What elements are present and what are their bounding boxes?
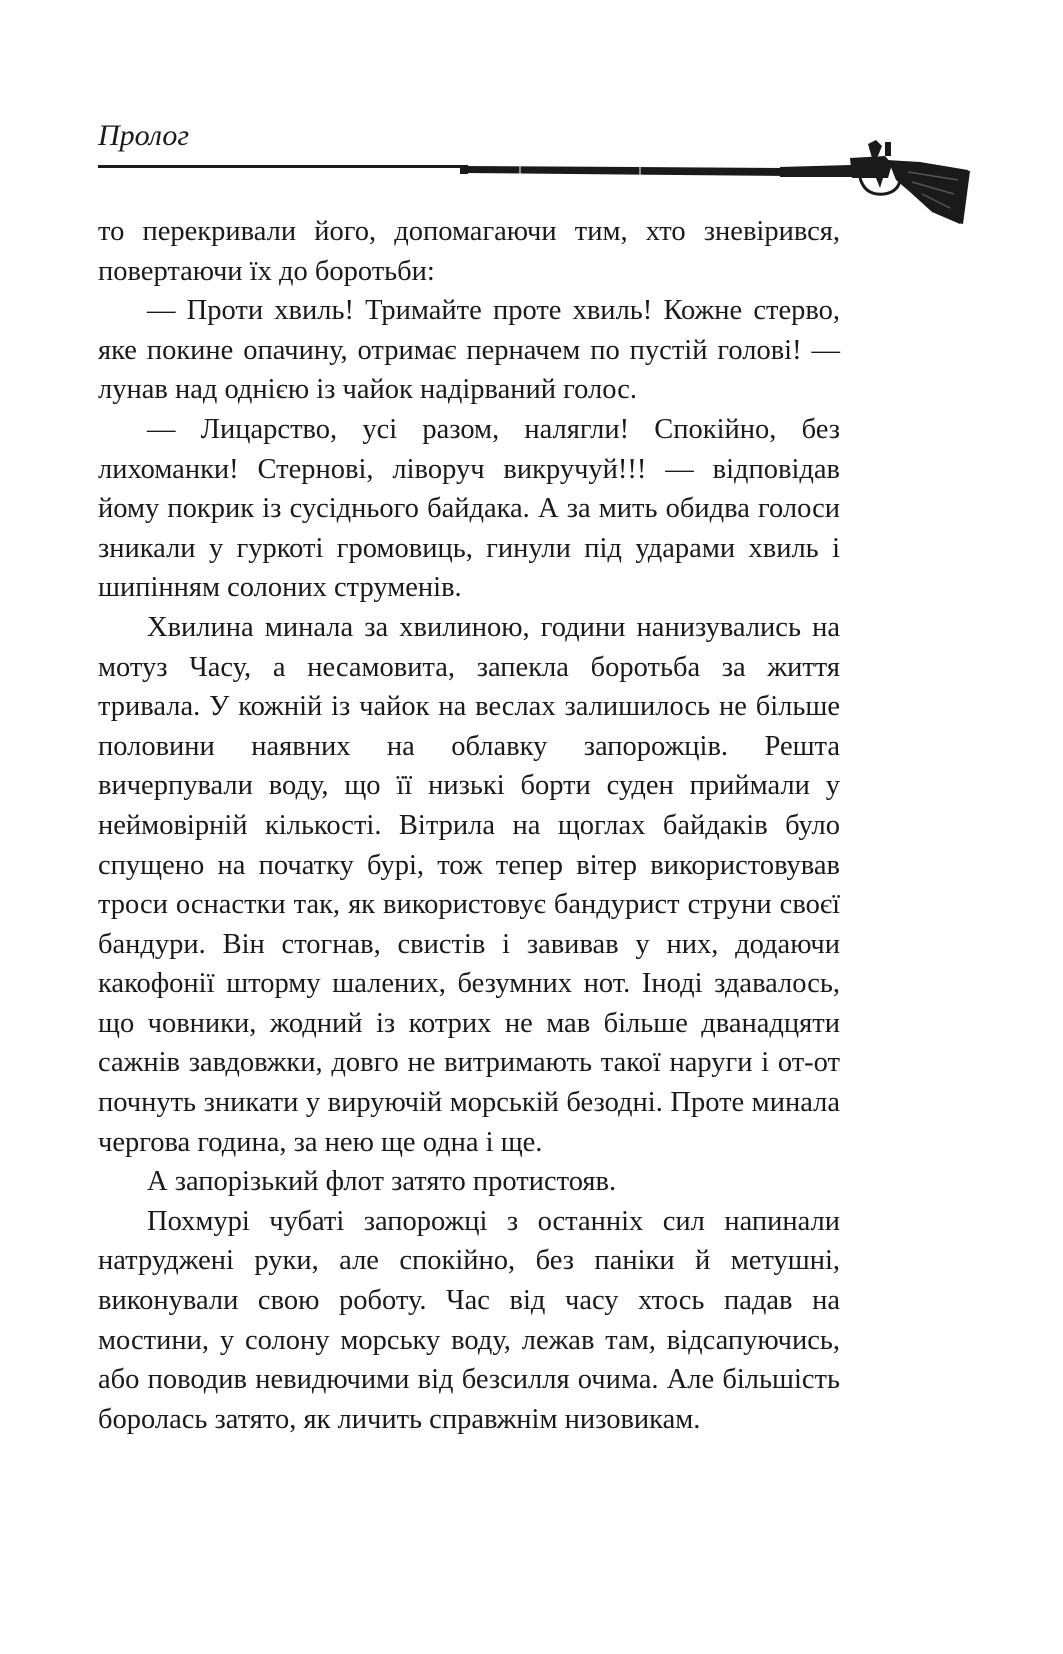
- header-rule: [98, 165, 464, 168]
- paragraph: — Проти хвиль! Тримайте проте хвиль! Кожне стерво, яке покине опачину, отримає перначем по пустій голові! — лунав над однією із чайок надірваний голос.: [98, 295, 840, 406]
- musket-icon: [460, 130, 970, 224]
- paragraph: Хвилина минала за хвилиною, години нанизувались на мотуз Часу, а несамовита, запекла боротьба за життя тривала. У кожній із чайок на веслах залишилось не більше половини наявних на облавку запорожців. Решта вичерпували воду, що її низькі борти суден приймали у неймовірній кількості. Вітрила на щоглах байдаків було спущено на початку бурі, тож тепер вітер використовував троси оснастки так, як використовує бандурист струни своєї бандури. Він стогнав, свистів і завивав у них, додаючи какофонії шторму шалених, безумних нот. Іноді здавалось, що човники, жодний із котрих не мав більше дванадцяти сажнів завдовжки, довго не витримають такої наруги і от-от почнуть зникати у вируючій морській безодні. Проте минала чергова година, за нею ще одна і ще.: [98, 611, 840, 1158]
- running-head-title: Пролог: [98, 119, 190, 152]
- paragraph: А запорізький флот затято протистояв.: [147, 1166, 617, 1198]
- page-body: [98, 212, 840, 1439]
- paragraph: Похмурі чубаті запорожці з останніх сил напинали натруджені руки, але спокійно, без паніки й метушні, виконували свою роботу. Час від часу хтось падав на мостини, у солону морську воду, лежав там, відсапуючись, або поводив невидючими від безсилля очима. Але більшість боролась затято, як личить справжнім низовикам.: [98, 1205, 840, 1435]
- paragraph: то перекривали його, допомагаючи тим, хто зневірився, повертаючи їх до боротьби:: [98, 216, 840, 287]
- paragraph: — Лицарство, усі разом, налягли! Спокійно, без лихоманки! Стернові, ліворуч викручуй!!! — відповідав йому покрик із сусіднього байдака. А за мить обидва голоси зникали у гуркоті громовиць, гинули під ударами хвиль і шипінням солоних струменів.: [98, 413, 840, 604]
